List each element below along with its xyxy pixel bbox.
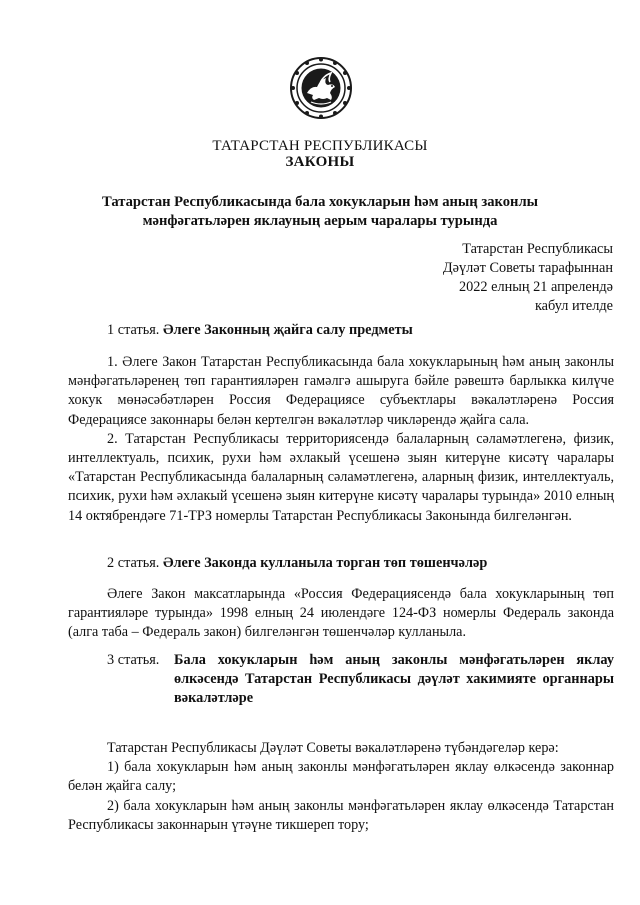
article-3-number: 3 статья. [107,652,160,668]
article-1-number: 1 статья. [107,322,160,338]
adoption-note [443,240,613,316]
article-2-number: 2 статья. [107,555,160,571]
article-2-body [68,585,614,643]
article-1-title: Әлеге Законның җайга салу предметы [162,322,413,338]
article-3-paragraph-2: 1) бала хокукларын һәм аның законлы мәнфәгатьләрен яклау өлкәсендә законнар белән җайга салу; [68,759,614,795]
adoption-line-4: кабул ителде [534,298,613,314]
republic-name-heading: ТАТАРСТАН РЕСПУБЛИКАСЫ [212,138,428,154]
article-1-paragraph-2: 2. Татарстан Республикасы территориясендә балаларның сәламәтлегенә, физик, интеллектуаль, психик, рухи һәм әхлакый үсешенә зыян китерүне кисәтү чаралары «Татарстан Республикасында балаларның сәламәтлегенә, аларның физик, интеллектуаль, психик, рухи һәм әхлакый үсешенә зыян китерүне кисәтү чаралары турында» 2010 елның 14 октябрендәге 71-ТРЗ номерлы Татарстан Республикасы Законында билгеләнгән. [68,430,614,524]
article-3-title: Бала хокукларын һәм аның законлы мәнфәгатьләрен яклау өлкәсендә Татарстан Республикасы дәүләт хакимияте органнары вәкаләтләре [174,652,614,706]
law-title-line-1: Татарстан Республикасында бала хокукларын һәм аның законлы [101,194,539,210]
law-title-line-2: мәнфәгатьләрен яклауның аерым чаралары турында [142,213,498,229]
article-1-body [68,353,614,526]
adoption-line-3: 2022 елның 21 апрелендә [458,279,613,295]
adoption-line-1: Татарстан Республикасы [462,241,613,257]
article-1-heading [107,322,413,339]
article-3-paragraph-3: 2) бала хокукларын һәм аның законлы мәнфәгатьләрен яклау өлкәсендә Татарстан Республикасы законнарын үтәүне тикшереп тору; [68,797,614,833]
tatarstan-coat-of-arms-icon [289,56,353,120]
article-1-paragraph-1: 1. Әлеге Закон Татарстан Республикасында бала хокукларының һәм аның законлы мәнфәгатьләренең төп гарантияләрен гамәлгә ашыруга бәйле рәвештә барлыкка килүче хокук мөнәсәбәтләрен Россия Федерациясе субъектлары вәкаләтләренә Россия Федерациясе законнары белән кертелгән вәкаләтләр чикләрендә җайга сала. [68,354,614,428]
article-2-heading [107,555,487,572]
law-title [0,193,640,231]
article-3-body [68,739,614,835]
adoption-line-2: Дәүләт Советы тарафыннан [442,260,613,276]
article-2-title: Әлеге Законда кулланыла торган төп төшенчәләр [162,555,488,571]
article-2-paragraph-1: Әлеге Закон максатларында «Россия Федерациясендә бала хокукларының төп гарантияләре турында» 1998 елның 24 июлендәге 124-ФЗ номерлы Федераль законда (алга таба – Федераль закон) билгеләнгән төшенчәләр кулланыла. [68,586,614,641]
law-heading: ЗАКОНЫ [285,154,355,170]
article-3-paragraph-1: Татарстан Республикасы Дәүләт Советы вәкаләтләренә түбәндәгеләр керә: [107,740,559,756]
